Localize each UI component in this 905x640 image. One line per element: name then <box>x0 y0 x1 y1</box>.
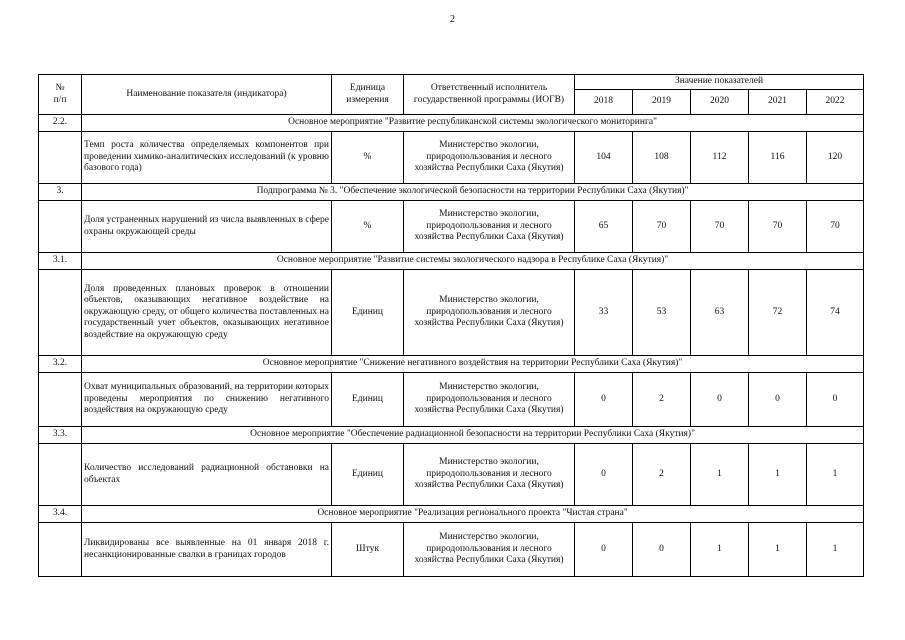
section-title: Основное мероприятие "Развитие системы экологического надзора в Республике Саха (Якутия)" <box>82 253 864 270</box>
unit-cell: % <box>332 132 404 184</box>
header-year: 2020 <box>691 90 749 115</box>
section-num: 3.4. <box>39 506 82 523</box>
executor-cell: Министерство экологии, природопользования и лесного хозяйства Республики Саха (Якутия) <box>404 373 575 427</box>
value-2019: 108 <box>633 132 691 184</box>
value-2020: 63 <box>691 270 749 356</box>
header-executor: Ответственный исполнитель государственной программы (ИОГВ) <box>404 75 575 115</box>
section-row <box>39 356 864 373</box>
value-2018: 0 <box>575 444 633 506</box>
value-2022: 1 <box>807 523 864 577</box>
section-row <box>39 506 864 523</box>
section-num: 2.2. <box>39 115 82 132</box>
indicator-name: Ликвидированы все выявленные на 01 января 2018 г. несанкционированные свалки в границах городов <box>82 523 332 577</box>
unit-cell: Штук <box>332 523 404 577</box>
section-title: Основное мероприятие "Снижение негативного воздействия на территории Республики Саха (Якутия)" <box>82 356 864 373</box>
data-row <box>39 523 864 577</box>
indicator-name: Доля проведенных плановых проверок в отношении объектов, оказывающих негативное воздействие на окружающую среду, от общего количества поставленных на государственный учет объектов, оказывающих негативное воздействие на окружающую среду <box>82 270 332 356</box>
value-2018: 65 <box>575 201 633 253</box>
data-row <box>39 373 864 427</box>
header-values-group: Значение показателей <box>575 75 864 90</box>
section-title: Основное мероприятие "Обеспечение радиационной безопасности на территории Республики Саха (Якутия)" <box>82 427 864 444</box>
data-row <box>39 444 864 506</box>
value-2018: 33 <box>575 270 633 356</box>
section-title: Основное мероприятие "Реализация регионального проекта "Чистая страна" <box>82 506 864 523</box>
header-year: 2021 <box>749 90 807 115</box>
executor-cell: Министерство экологии, природопользования и лесного хозяйства Республики Саха (Якутия) <box>404 444 575 506</box>
indicator-name: Количество исследований радиационной обстановки на объектах <box>82 444 332 506</box>
executor-cell: Министерство экологии, природопользования и лесного хозяйства Республики Саха (Якутия) <box>404 201 575 253</box>
value-2019: 0 <box>633 523 691 577</box>
value-2022: 70 <box>807 201 864 253</box>
header-num: № п/п <box>39 75 82 115</box>
section-num: 3.1. <box>39 253 82 270</box>
section-row <box>39 253 864 270</box>
row-num-empty <box>39 523 82 577</box>
executor-cell: Министерство экологии, природопользования и лесного хозяйства Республики Саха (Якутия) <box>404 132 575 184</box>
executor-cell: Министерство экологии, природопользования и лесного хозяйства Республики Саха (Якутия) <box>404 523 575 577</box>
data-row <box>39 270 864 356</box>
page-number: 2 <box>450 14 455 25</box>
value-2019: 70 <box>633 201 691 253</box>
value-2019: 2 <box>633 444 691 506</box>
unit-cell: % <box>332 201 404 253</box>
value-2019: 53 <box>633 270 691 356</box>
row-num-empty <box>39 373 82 427</box>
row-num-empty <box>39 444 82 506</box>
value-2020: 1 <box>691 523 749 577</box>
section-num: 3.3. <box>39 427 82 444</box>
section-row <box>39 184 864 201</box>
unit-cell: Единиц <box>332 444 404 506</box>
unit-cell: Единиц <box>332 373 404 427</box>
section-num: 3. <box>39 184 82 201</box>
indicators-table <box>38 74 864 577</box>
value-2021: 72 <box>749 270 807 356</box>
section-num: 3.2. <box>39 356 82 373</box>
data-row <box>39 201 864 253</box>
value-2021: 1 <box>749 444 807 506</box>
header-indicator: Наименование показателя (индикатора) <box>82 75 332 115</box>
indicator-name: Доля устраненных нарушений из числа выявленных в сфере охраны окружающей среды <box>82 201 332 253</box>
value-2022: 74 <box>807 270 864 356</box>
value-2022: 0 <box>807 373 864 427</box>
unit-cell: Единиц <box>332 270 404 356</box>
value-2021: 70 <box>749 201 807 253</box>
header-unit: Единица измерения <box>332 75 404 115</box>
value-2020: 1 <box>691 444 749 506</box>
indicator-name: Охват муниципальных образований, на территории которых проведены мероприятия по снижению негативного воздействия на окружающую среду <box>82 373 332 427</box>
section-row <box>39 115 864 132</box>
value-2021: 116 <box>749 132 807 184</box>
header-year: 2018 <box>575 90 633 115</box>
row-num-empty <box>39 201 82 253</box>
value-2020: 0 <box>691 373 749 427</box>
row-num-empty <box>39 270 82 356</box>
value-2018: 104 <box>575 132 633 184</box>
data-row <box>39 132 864 184</box>
section-title: Подпрограмма № 3. "Обеспечение экологической безопасности на территории Республики Саха (Якутия)" <box>82 184 864 201</box>
section-row <box>39 427 864 444</box>
header-year: 2022 <box>807 90 864 115</box>
value-2021: 1 <box>749 523 807 577</box>
indicator-name: Темп роста количества определяемых компонентов при проведении химико-аналитических исследований (к уровню базового года) <box>82 132 332 184</box>
value-2019: 2 <box>633 373 691 427</box>
value-2021: 0 <box>749 373 807 427</box>
value-2022: 1 <box>807 444 864 506</box>
section-title: Основное мероприятие "Развитие республиканской системы экологического мониторинга" <box>82 115 864 132</box>
executor-cell: Министерство экологии, природопользования и лесного хозяйства Республики Саха (Якутия) <box>404 270 575 356</box>
value-2020: 112 <box>691 132 749 184</box>
header-year: 2019 <box>633 90 691 115</box>
row-num-empty <box>39 132 82 184</box>
value-2020: 70 <box>691 201 749 253</box>
value-2018: 0 <box>575 523 633 577</box>
value-2022: 120 <box>807 132 864 184</box>
value-2018: 0 <box>575 373 633 427</box>
